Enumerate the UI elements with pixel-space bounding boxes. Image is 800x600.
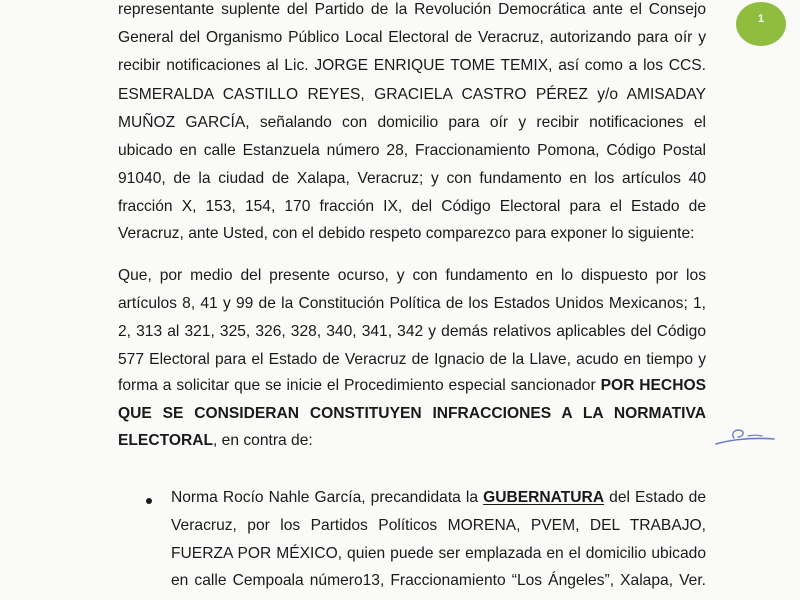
bold-text: POR HECHOS [600,377,706,394]
paragraph-line: fracción X, 153, 154, 170 fracción IX, del Código Electoral para el Estado de [118,198,706,215]
bullet-icon [146,498,152,504]
paragraph-line: artículos 8, 41 y 99 de la Constitución Política de los Estados Unidos Mexicanos; 1, [118,295,706,312]
paragraph-line: MUÑOZ GARCÍA, señalando con domicilio para oír y recibir notificaciones el [118,114,706,131]
paragraph-line [118,431,706,451]
bold-text: QUE SE CONSIDERAN CONSTITUYEN INFRACCIONES A LA NORMATIVA [118,405,706,422]
paragraph-line: recibir notificaciones al Lic. JORGE ENRIQUE TOME TEMIX, así como a los CCS. [118,57,706,74]
paragraph-line: ESMERALDA CASTILLO REYES, GRACIELA CASTRO PÉREZ y/o AMISADAY [118,86,706,103]
bold-text: ELECTORAL [118,432,214,449]
bullet-line: FUERZA POR MÉXICO, quien puede ser emplazada en el domicilio ubicado [171,545,706,562]
line-text: forma a solicitar que se inicie el Procedimiento especial sancionador [118,377,601,394]
paragraph-line: 2, 313 al 321, 325, 326, 328, 340, 341, 342 y demás relativos aplicables del Código [118,323,706,340]
line-text: , en contra de: [213,432,313,449]
bullet-line: en calle Cempoala número13, Fraccionamiento “Los Ángeles”, Xalapa, Ver. [171,572,706,589]
handwritten-mark-icon [712,420,780,452]
line-text: del Estado de [604,489,706,506]
paragraph-line [118,376,706,396]
paragraph-line: Veracruz, ante Usted, con el debido respeto comparezco para exponer lo siguiente: [118,225,695,242]
bullet-line [171,488,706,508]
paragraph-line: General del Organismo Público Local Electoral de Veracruz, autorizando para oír y [118,29,706,46]
page-number-badge: 1 [736,2,786,46]
paragraph-line: 91040, de la ciudad de Xalapa, Veracruz; y con fundamento en los artículos 40 [118,170,706,187]
paragraph-line: Que, por medio del presente ocurso, y con fundamento en lo dispuesto por los [118,267,706,284]
paragraph-line [118,404,706,424]
paragraph-line: ubicado en calle Estanzuela número 28, Fraccionamiento Pomona, Código Postal [118,142,706,159]
bullet-line: Veracruz, por los Partidos Políticos MORENA, PVEM, DEL TRABAJO, [171,517,706,534]
underlined-text: GUBERNATURA [483,489,605,506]
paragraph-line: representante suplente del Partido de la Revolución Democrática ante el Consejo [118,1,706,18]
paragraph-line: 577 Electoral para el Estado de Veracruz de Ignacio de la Llave, acudo en tiempo y [118,351,706,368]
line-text: Norma Rocío Nahle García, precandidata la [171,489,484,506]
